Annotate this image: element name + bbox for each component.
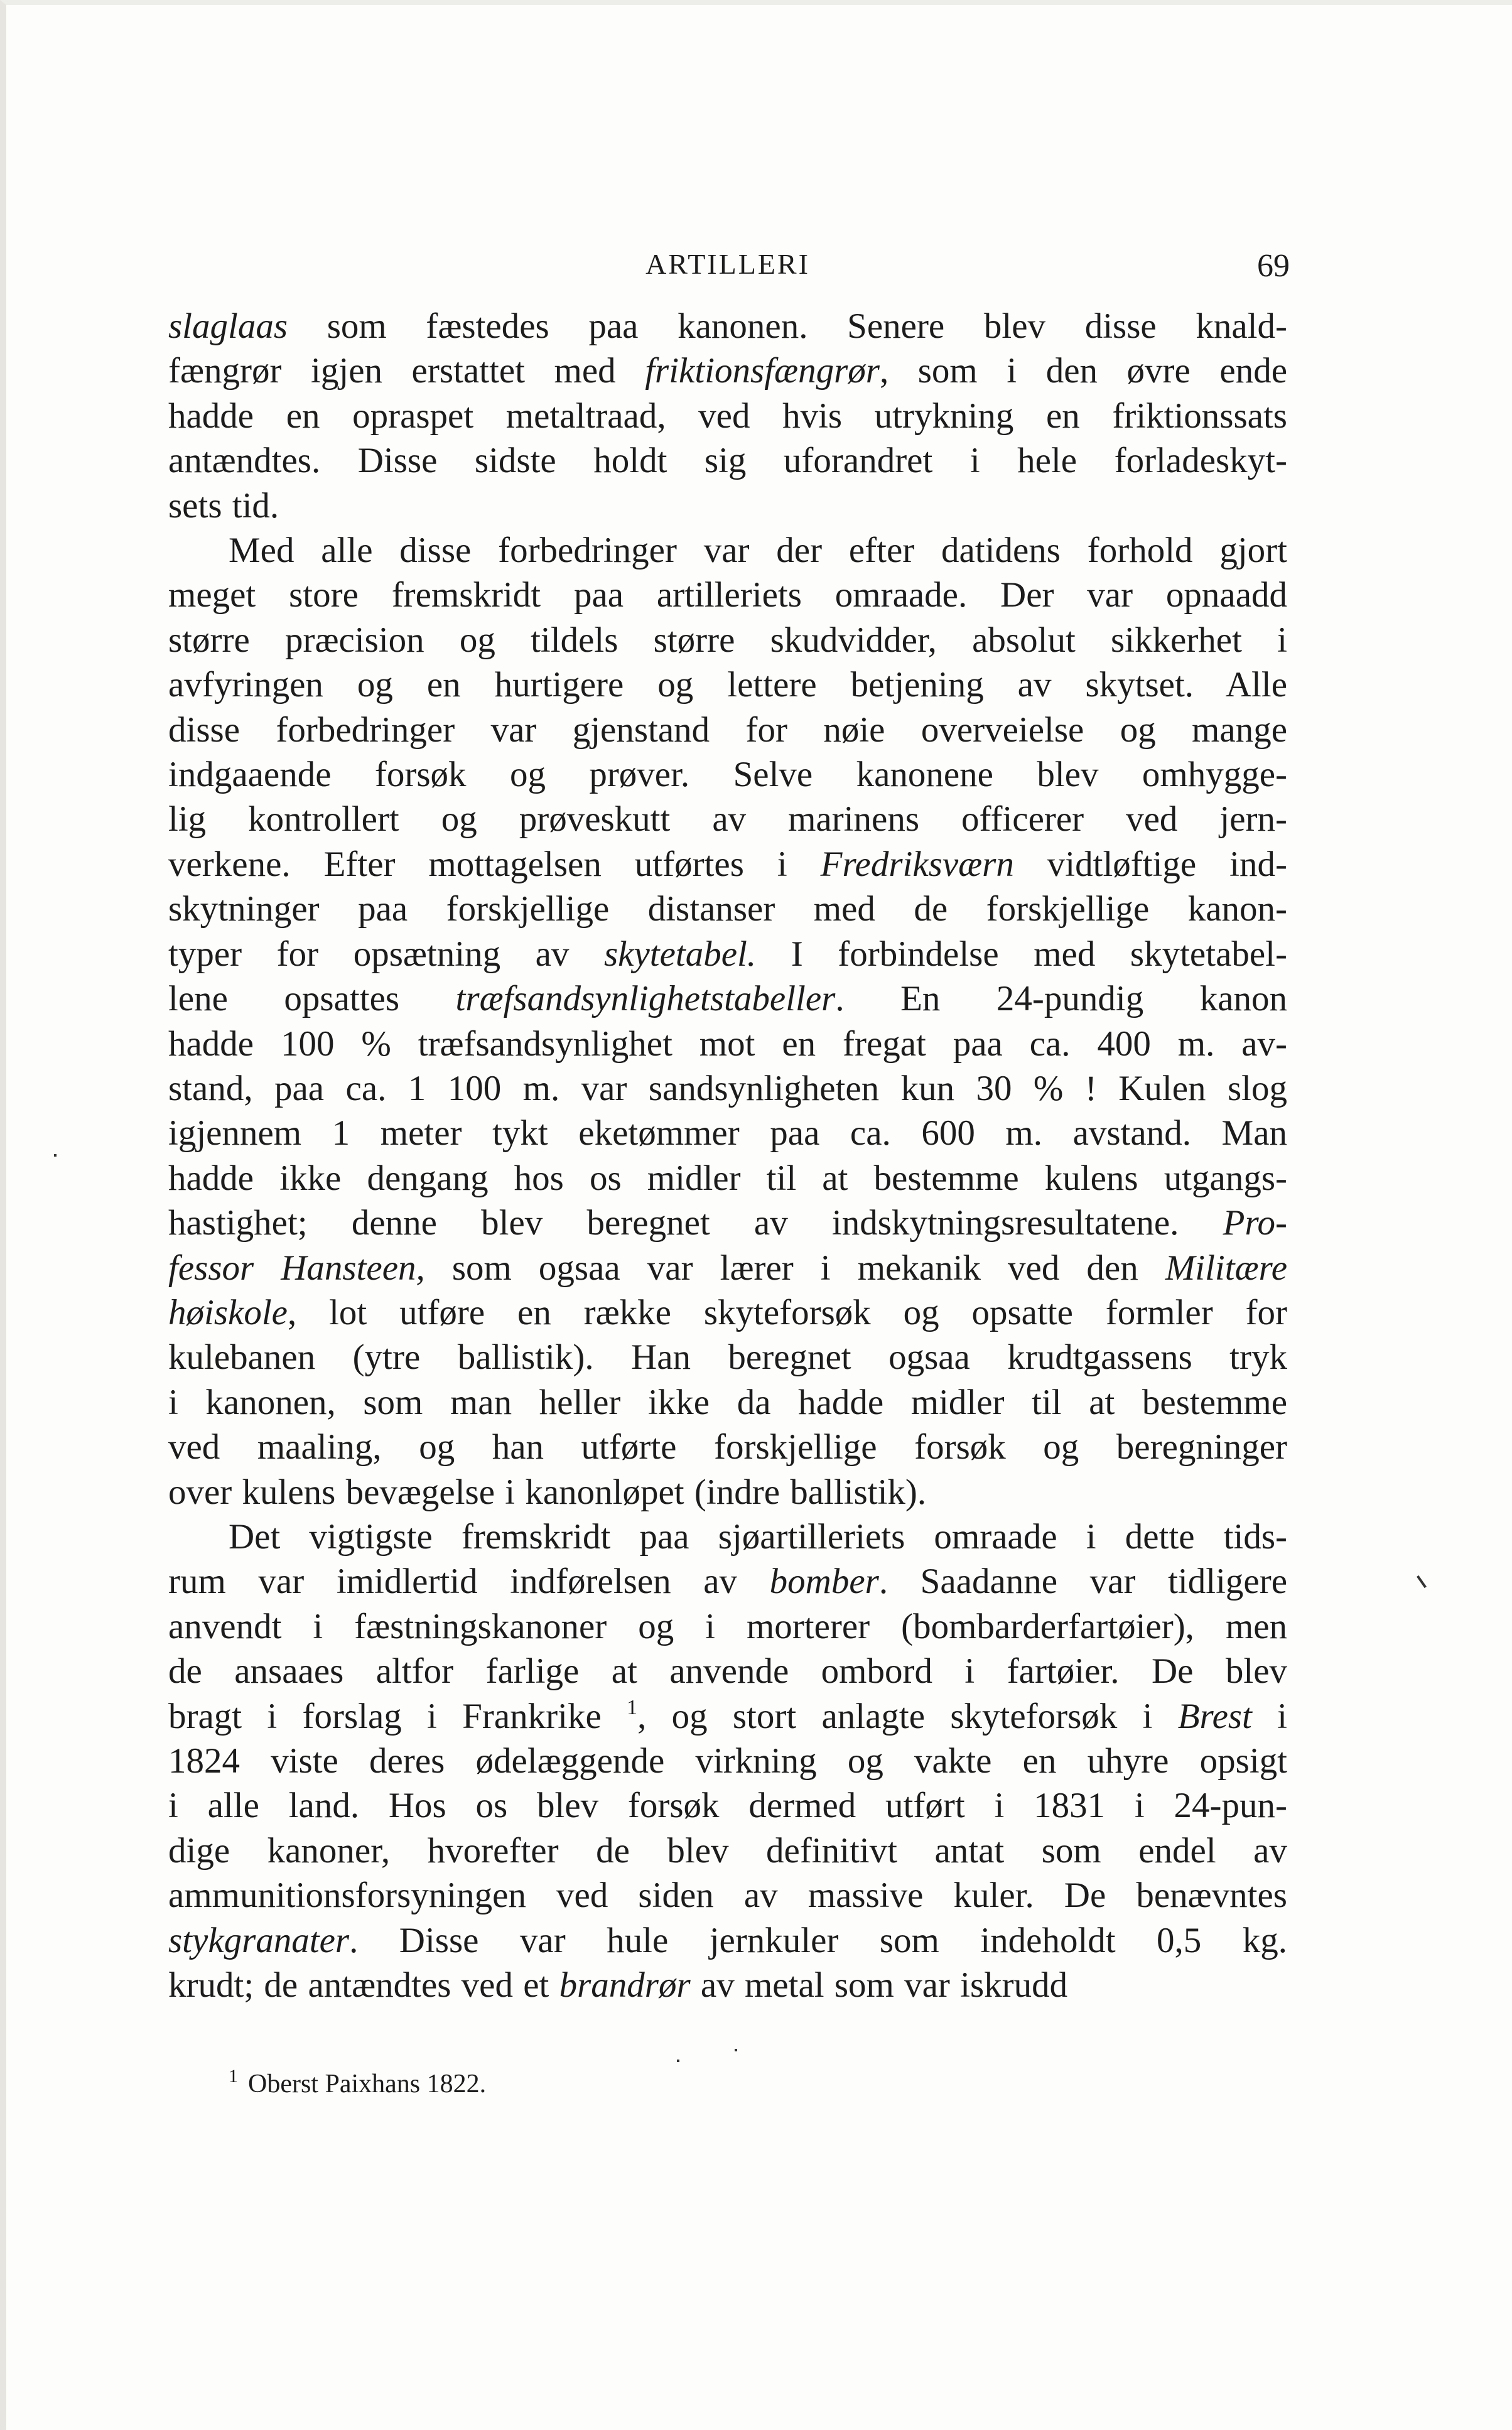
italic-term: stykgranater	[168, 1920, 350, 1960]
italic-term: slaglaas	[168, 306, 288, 346]
text-line	[168, 1022, 1287, 1066]
text-run: krudt; de antændtes ved et	[168, 1965, 559, 2006]
text-line	[168, 438, 1287, 483]
text-line	[168, 483, 1287, 528]
text-run: stand, paa ca. 1 100 m. var sandsynligheten kun 30 % ! Kulen slog	[168, 1068, 1287, 1108]
text-run: igjennem 1 meter tykt eketømmer paa ca. 600 m. avstand. Man	[168, 1113, 1287, 1153]
text-run: rum var imidlertid indførelsen av	[168, 1562, 770, 1602]
text-run: . Saadanne var tidligere	[878, 1562, 1287, 1602]
text-run: ammunitionsforsyningen ved siden av massive kuler. De benævntes	[168, 1876, 1287, 1916]
text-run: ved maaling, og han utførte forskjellige forsøk og beregninger	[168, 1427, 1287, 1467]
text-line	[168, 573, 1287, 617]
text-line	[168, 1918, 1287, 1963]
scan-speck	[677, 2060, 679, 2062]
running-head	[168, 239, 1290, 301]
text-line	[168, 976, 1287, 1021]
text-run: som fæstedes paa kanonen. Senere blev disse knald‐	[288, 306, 1287, 346]
text-line	[168, 1290, 1287, 1335]
body-text	[168, 304, 1287, 2007]
text-line	[168, 708, 1287, 752]
footnote	[229, 2066, 486, 2099]
scan-speck	[735, 2049, 737, 2051]
italic-term: friktionsfængrør	[645, 351, 880, 391]
text-run: hadde 100 % træfsandsynlighet mot en fregat paa ca. 400 m. av‐	[168, 1023, 1287, 1064]
text-run: hadde ikke dengang hos os midler til at bestemme kulens utgangs‐	[168, 1158, 1287, 1198]
text-line	[168, 1828, 1287, 1873]
italic-term: Brest	[1177, 1696, 1252, 1736]
text-line	[168, 394, 1287, 438]
text-run: vidtløftige ind‐	[1013, 844, 1287, 884]
text-line	[168, 1515, 1287, 1559]
text-run: bragt i forslag i Frankrike	[168, 1696, 627, 1736]
text-line	[168, 1335, 1287, 1380]
text-run: hadde en opraspet metaltraad, ved hvis utrykning en friktionssats	[168, 396, 1287, 436]
text-line	[168, 1246, 1287, 1290]
text-line	[168, 752, 1287, 797]
footnote-reference: 1	[627, 1695, 638, 1719]
italic-term: brandrør	[559, 1965, 691, 2006]
text-line	[168, 842, 1287, 887]
italic-term: Militære	[1165, 1248, 1287, 1288]
text-line	[168, 1604, 1287, 1649]
text-run: indgaaende forsøk og prøver. Selve kanonene blev omhygge‐	[168, 755, 1287, 795]
text-line	[168, 1111, 1287, 1155]
footnote-mark: 1	[229, 2066, 238, 2087]
text-line	[168, 1380, 1287, 1425]
text-run: større præcision og tildels større skudvidder, absolut sikkerhet i	[168, 620, 1287, 660]
text-run: meget store fremskridt paa artilleriets omraade. Der var opnaadd	[168, 575, 1287, 615]
text-line	[168, 1066, 1287, 1111]
italic-term: høiskole	[168, 1292, 288, 1332]
text-run: kulebanen (ytre ballistik). Han beregnet ogsaa krudtgassens tryk	[168, 1337, 1287, 1378]
text-run: I forbindelse med skytetabel‐	[756, 934, 1287, 974]
book-page	[168, 239, 1290, 2007]
text-line	[168, 932, 1287, 976]
text-line	[168, 1963, 1287, 2007]
text-run: som ogsaa var lærer i mekanik ved den	[424, 1248, 1165, 1288]
text-run: de ansaaes altfor farlige at anvende ombord i fartøier. De blev	[168, 1651, 1287, 1692]
text-line	[168, 662, 1287, 707]
paragraph	[168, 1515, 1287, 2007]
text-run: fængrør igjen erstattet med	[168, 351, 645, 391]
text-line	[168, 887, 1287, 931]
italic-term: træfsandsynlighetstabeller	[455, 979, 836, 1019]
footnote-text: Oberst Paixhans 1822.	[248, 2070, 487, 2098]
text-run: verkene. Efter mottagelsen utførtes i	[168, 844, 821, 884]
text-run: typer for opsætning av	[168, 934, 604, 974]
text-line	[168, 1649, 1287, 1693]
chapter-title: ARTILLERI	[645, 248, 810, 280]
text-line	[168, 1873, 1287, 1918]
text-run: skytninger paa forskjellige distanser med de forskjellige kanon‐	[168, 889, 1287, 929]
text-line	[168, 1739, 1287, 1783]
scan-speck	[54, 1154, 57, 1157]
text-run: Med alle disse forbedringer var der efter datidens forhold gjort	[229, 531, 1287, 571]
text-run: , lot utføre en række skyteforsøk og opsatte formler for	[287, 1292, 1287, 1332]
text-run: av metal som var iskrudd	[690, 1965, 1068, 2006]
text-run: antændtes. Disse sidste holdt sig uforandret i hele forladeskyt‐	[168, 441, 1287, 481]
text-line	[168, 1470, 1287, 1515]
paragraph	[168, 528, 1287, 1515]
text-run: i kanonen, som man heller ikke da hadde midler til at bestemme	[168, 1382, 1287, 1422]
text-line	[168, 1425, 1287, 1469]
italic-term: fessor Hansteen,	[168, 1248, 425, 1288]
text-run: . En 24‐pundig kanon	[835, 979, 1288, 1019]
text-line	[168, 618, 1287, 662]
paragraph	[168, 304, 1287, 528]
text-run: 1824 viste deres ødelæggende virkning og vakte en uhyre opsigt	[168, 1741, 1287, 1781]
text-run: lene opsattes	[168, 979, 456, 1019]
italic-term: bomber	[769, 1562, 879, 1602]
text-run: . Disse var hule jernkuler som indeholdt 0,5 kg.	[349, 1920, 1287, 1960]
text-line	[168, 1156, 1287, 1201]
text-run: , som i den øvre ende	[879, 351, 1287, 391]
text-line	[168, 1559, 1287, 1604]
text-run: Det vigtigste fremskridt paa sjøartilleriets omraade i dette tids‐	[229, 1516, 1287, 1557]
text-run: disse forbedringer var gjenstand for nøie overveielse og mange	[168, 710, 1287, 750]
page-number: 69	[1257, 248, 1290, 284]
text-run: dige kanoner, hvorefter de blev definitivt antat som endel av	[168, 1830, 1287, 1871]
text-run: avfyringen og en hurtigere og lettere betjening av skytset. Alle	[168, 665, 1287, 705]
text-line	[168, 797, 1287, 841]
italic-term: Fredriksværn	[820, 844, 1014, 884]
text-line	[168, 528, 1287, 573]
italic-term: Pro‐	[1223, 1203, 1287, 1243]
text-run: , og stort anlagte skyteforsøk i	[637, 1696, 1178, 1736]
text-run: sets tid.	[168, 485, 279, 526]
text-run: i alle land. Hos os blev forsøk dermed utført i 1831 i 24‐pun‐	[168, 1786, 1287, 1826]
italic-term: skytetabel.	[604, 934, 757, 974]
text-run: i	[1251, 1696, 1288, 1736]
text-line	[168, 348, 1287, 393]
text-line	[168, 1201, 1287, 1245]
text-run: anvendt i fæstningskanoner og i morterer (bombarderfartøier), men	[168, 1606, 1287, 1646]
text-run: lig kontrollert og prøveskutt av marinens officerer ved jern‐	[168, 799, 1287, 840]
text-line	[168, 1694, 1287, 1739]
text-run: hastighet; denne blev beregnet av indskytningsresultatene.	[168, 1203, 1223, 1243]
text-run: over kulens bevægelse i kanonløpet (indre ballistik).	[168, 1472, 927, 1512]
text-line	[168, 1783, 1287, 1828]
text-line	[168, 304, 1287, 348]
